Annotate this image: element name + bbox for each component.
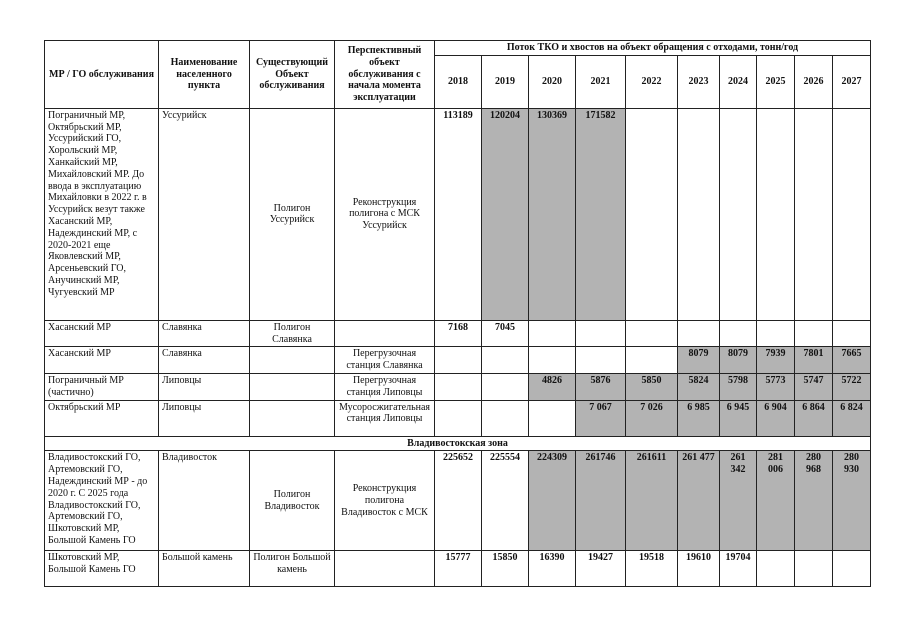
cell-value: 113189 [435,108,482,320]
cell-value: 5876 [576,373,626,400]
table-row [45,108,871,320]
cell-value: 261 342 [720,451,757,551]
cell-value [576,347,626,374]
table-row [45,347,871,374]
cell-value: 6 985 [678,400,720,436]
cell-value: 7045 [482,320,529,347]
cell-value: 225554 [482,451,529,551]
cell-value [626,320,678,347]
cell-mr: Владивостокский ГО, Артемовский ГО, Надеждинский МР - до 2020 г. С 2025 года Владивостокский ГО, Артемовский ГО, Шкотовский МР, Большой Камень ГО [45,451,159,551]
cell-value: 7801 [795,347,833,374]
cell-value: 6 824 [833,400,871,436]
cell-settlement: Большой камень [159,551,250,587]
cell-value: 6 904 [757,400,795,436]
cell-mr: Октябрьский МР [45,400,159,436]
cell-value: 261746 [576,451,626,551]
cell-value [576,320,626,347]
cell-value: 5773 [757,373,795,400]
cell-value: 130369 [529,108,576,320]
table-row [45,400,871,436]
cell-existing: Полигон Владивосток [250,451,335,551]
cell-existing: Полигон Славянка [250,320,335,347]
header-settlement: Наименование населенного пункта [159,41,250,109]
cell-value: 280 930 [833,451,871,551]
cell-existing: Полигон Большой камень [250,551,335,587]
cell-value: 19427 [576,551,626,587]
table-row [45,551,871,587]
cell-value: 8079 [720,347,757,374]
cell-value [833,108,871,320]
cell-value [757,108,795,320]
cell-prospective: Реконструкция полигона с МСК Уссурийск [335,108,435,320]
cell-value [626,347,678,374]
header-year: 2022 [626,55,678,108]
header-year: 2026 [795,55,833,108]
header-year: 2018 [435,55,482,108]
cell-existing [250,400,335,436]
header-flow-title: Поток ТКО и хвостов на объект обращения с отходами, тонн/год [435,41,871,56]
table-row [45,373,871,400]
header-year: 2023 [678,55,720,108]
cell-value [795,551,833,587]
cell-existing [250,373,335,400]
cell-value: 7665 [833,347,871,374]
cell-value: 5722 [833,373,871,400]
cell-settlement: Липовцы [159,373,250,400]
cell-value: 19610 [678,551,720,587]
cell-prospective: Перегрузочная станция Славянка [335,347,435,374]
cell-value [833,320,871,347]
cell-value [795,320,833,347]
cell-value [529,347,576,374]
cell-mr: Шкотовский МР, Большой Камень ГО [45,551,159,587]
cell-value: 4826 [529,373,576,400]
cell-value: 15850 [482,551,529,587]
cell-value [529,400,576,436]
cell-value [720,108,757,320]
cell-value [529,320,576,347]
cell-existing: Полигон Уссурийск [250,108,335,320]
cell-value [626,108,678,320]
cell-prospective: Реконструкция полигона Владивосток с МСК [335,451,435,551]
cell-mr: Пограничный МР (частично) [45,373,159,400]
cell-value: 6 864 [795,400,833,436]
cell-value: 7 067 [576,400,626,436]
cell-value: 261 477 [678,451,720,551]
cell-value [482,373,529,400]
cell-value [678,108,720,320]
cell-value [678,320,720,347]
cell-mr: Хасанский МР [45,347,159,374]
cell-value: 281 006 [757,451,795,551]
cell-settlement: Владивосток [159,451,250,551]
cell-value [435,400,482,436]
cell-value [795,108,833,320]
cell-settlement: Липовцы [159,400,250,436]
zone-title: Владивостокская зона [45,436,871,451]
cell-value [482,347,529,374]
cell-value [720,320,757,347]
cell-value: 120204 [482,108,529,320]
cell-value: 225652 [435,451,482,551]
cell-value: 224309 [529,451,576,551]
table-row [45,451,871,551]
cell-prospective [335,320,435,347]
cell-mr: Хасанский МР [45,320,159,347]
cell-value: 7168 [435,320,482,347]
cell-value [833,551,871,587]
cell-value [435,347,482,374]
cell-value: 5850 [626,373,678,400]
cell-prospective: Перегрузочная станция Липовцы [335,373,435,400]
cell-value: 15777 [435,551,482,587]
cell-value: 261611 [626,451,678,551]
cell-value: 5824 [678,373,720,400]
header-year: 2024 [720,55,757,108]
cell-value [757,320,795,347]
header-year: 2027 [833,55,871,108]
cell-value: 8079 [678,347,720,374]
cell-value: 19518 [626,551,678,587]
waste-flow-table [44,40,871,587]
cell-value: 16390 [529,551,576,587]
cell-mr: Пограничный МР, Октябрьский МР, Уссурийский ГО, Хорольский МР, Ханкайский МР, Михайловский МР. До ввода в эксплуатацию Михайловки в 2022 г. в Уссурийск везут также Хасанский МР, Надеждинский МР, с 2020-2021 еще Яковлевский МР, Арсеньевский ГО, Анучинский МР, Чугуевский МР [45,108,159,320]
header-year: 2020 [529,55,576,108]
cell-value: 280 968 [795,451,833,551]
cell-prospective: Мусоросжигательная станция Липовцы [335,400,435,436]
cell-value: 7939 [757,347,795,374]
cell-value [482,400,529,436]
cell-value: 19704 [720,551,757,587]
cell-prospective [335,551,435,587]
cell-value: 7 026 [626,400,678,436]
header-year: 2025 [757,55,795,108]
cell-value: 5798 [720,373,757,400]
cell-existing [250,347,335,374]
cell-value [757,551,795,587]
header-existing: Существующий Объект обслуживания [250,41,335,109]
header-prospective: Перспективный объект обслуживания с начала момента эксплуатации [335,41,435,109]
header-year: 2019 [482,55,529,108]
cell-settlement: Славянка [159,347,250,374]
cell-value: 171582 [576,108,626,320]
table-row [45,320,871,347]
cell-value [435,373,482,400]
header-year: 2021 [576,55,626,108]
header-mr: МР / ГО обслуживания [45,41,159,109]
cell-settlement: Уссурийск [159,108,250,320]
cell-settlement: Славянка [159,320,250,347]
cell-value: 5747 [795,373,833,400]
cell-value: 6 945 [720,400,757,436]
